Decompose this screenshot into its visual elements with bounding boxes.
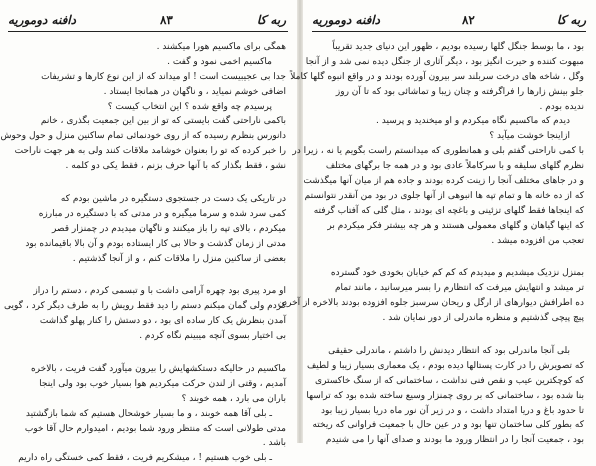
- text-line: باکمی ناراحتی گفت بایستی که تو از بین این جمعیت بگذری ، خانم: [40, 116, 286, 127]
- text-line: ده اطرافش دیوارهای از ارگل و ریحان سرسبز جلوه افزوده بودند بالاخره از آخرین: [277, 298, 584, 309]
- text-line: پیچ پیچی گذشتیم و منظره ماندرلی از دور نمایان شد .: [382, 313, 584, 324]
- text-line: میکردم ، بالای تپه را باز میکنند و ناگهان میدیدم در چمنزار قصر: [51, 223, 286, 234]
- page-header: [312, 10, 586, 30]
- text-line: او مرد پیری بود چهره آرامی داشت با و تبسمی کردم ، دستم را دراز: [33, 286, 286, 297]
- text-line: را خبر کرده که تو را بعنوان خوشامد ملاقات کنند ولی به هر جهت ناراحت: [14, 146, 286, 157]
- text-line: جدا بی عجیبیست است ! او میداند که از این نوع کارها و تشریفات: [41, 71, 286, 82]
- page-number: ۸۳: [159, 13, 173, 27]
- right-page: [277, 0, 596, 446]
- header-rule: [8, 31, 288, 32]
- text-line: ماکسیم در حالیکه دستکشهایش را بیرون میآورد گفت فریت ، بالاخره: [30, 364, 286, 375]
- text-line: ـ بلی خوب هستیم ! ، میشکریم فریت ، فقط کمی خستگی راه داریم: [18, 453, 272, 464]
- text-line: باشد .: [262, 438, 286, 449]
- text-line: مبهوت کننده و حیرت انگیز بود ، دیگر آثاری از جنگل دیده نمی شد و از آنجا: [305, 56, 584, 67]
- text-line: کردم ولی گمان میکنم دستم را دید فقط رویش را به طرف دیگر کرد ، گویی: [4, 301, 286, 312]
- author-name: دافنه دوموریه: [312, 13, 380, 27]
- text-line: که تصویرش را در کارت پستالها دیده بودم ، یک معماری بسیار زیبا و لطیف: [306, 360, 584, 371]
- text-line: بلی آنجا ماندرلی بود که انتظار دیدنش را داشتم ، ماندرلی حقیقی: [328, 346, 570, 357]
- text-line: مدتی طولانی است که منتظر ورود شما بودیم ، امیدوارم حال آقا خوب: [24, 423, 286, 434]
- text-line: وگل ، شاخه های درخت سربلند سر بیرون آورده بودند و در واقع انبوه گلها کاملاً: [290, 71, 584, 82]
- text-line: که بطور کلی ساختمان تنها بود و در عین حال با جمعیت فراوانی که ریخته: [312, 420, 584, 431]
- header-rule: [312, 31, 586, 32]
- paragraph-gap: [10, 174, 286, 192]
- text-line: آمدن بنظرش یک کار ساده ای بود ، دو دستش را کنار پهلو گذاشت: [39, 316, 286, 327]
- text-line: نظرم گلهای سلیقه و با سرکاملاً عادی بود و در همه جا برگهای مختلف: [325, 161, 584, 172]
- text-line: تا حدود باغ و دریا امتداد داشت ، و در زیر آن نور ماه دریا بسیار زیبا بود: [321, 405, 584, 416]
- text-line: بود ، جمعیت آنجا را در انتظار ورود ما بودند و صدای آنها را می شنیدم: [325, 435, 584, 446]
- text-line: ـ بلی آقا همه خوبند ، و ما بسیار خوشحال هستیم که شما بازگشتید: [25, 408, 272, 419]
- author-name: دافنه دوموریه: [8, 13, 76, 27]
- text-line: ماکسیم اخمی نمود و گفت .: [167, 56, 272, 67]
- paragraph-gap: [312, 248, 584, 266]
- paragraph-gap: [312, 326, 584, 344]
- text-line: دانورس بنظرم رسیده که از روی خودنمائی تمام ساکنین منزل و حول وحوش: [0, 131, 286, 142]
- text-line: آمدیم ، وقتی از لندن حرکت میکردیم هوا بسیار خوب بود ولی اینجا: [39, 378, 286, 389]
- book-title: ربه کا: [256, 13, 286, 27]
- text-line: باران می بارد ، همه خوبند ؟: [181, 393, 286, 404]
- text-line: ازاینجا خوشت میآید ؟: [489, 131, 570, 142]
- text-line: و در جاهای مختلف آنجا را زینت کرده بودند و جاده هم از میان آنها میگذشت: [303, 176, 584, 187]
- body-text: [0, 40, 286, 464]
- text-line: تر میشد و انتهایش میرفت که انتظارم را بسر میرسانید ، مانند تمام: [334, 283, 584, 294]
- text-line: بی اختیار بسوی آنچه میبینم نگاه کردم .: [139, 331, 286, 342]
- text-line: تعجب من افزوده میشد .: [491, 235, 584, 246]
- text-line: بمنزل نزدیک میشدیم و میدیدم که کم کم خیابان بخودی خود گسترده: [330, 268, 584, 279]
- text-line: پرسیدم چه واقع شده ؟ این انتخاب کیست ؟: [107, 101, 272, 112]
- text-line: که اینها گیاهان و گلهای معمولی هستند و هر چه بیشتر فکر میکردم بر: [327, 220, 584, 231]
- text-line: نشو ، فقط بگذار که با آنها حرف بزنم ، فقط یکی دو کلمه .: [65, 161, 286, 172]
- book-title: ربه کا: [556, 13, 586, 27]
- body-text: [277, 40, 584, 446]
- text-line: با کمی ناراحتی گفتم بلی و همانطوری که میدانستم راست بگویم یا نه ، زیرا در: [292, 146, 584, 157]
- text-line: در تاریکی یک دست در جستجوی دستگیره در ماشین بودم که: [60, 194, 286, 205]
- text-line: جلو بینش زارها را فراگرفته و چنان زیبا و تماشائی بود که تا آن روز: [335, 86, 584, 97]
- text-line: اضافی خوشم نمیاید ، و ناگهان در همانجا ایستاد .: [103, 86, 286, 97]
- text-line: ندیده بودم .: [539, 101, 584, 112]
- text-line: که اینجاها فقط گلهای تزئینی و باغچه ای بودند ، مثل گلی که آفتاب گرفته: [313, 205, 584, 216]
- text-line: که از ده خانه ها و تمام تپه ها انبوهی از آنها جلوی در بود من آنقدر نتوانستم: [304, 190, 584, 201]
- text-line: کمی سرد شده و سرما میگیره و در مدتی که با دستگیره در مبارزه: [38, 208, 286, 219]
- text-line: بعضی از ساکنین منزل را ملاقات کنم ، و از آنجا گذشتیم .: [72, 253, 286, 264]
- text-line: همگی برای ماکسیم هورا میکشند .: [156, 42, 286, 52]
- text-line: بنا شده بود ، ساختمانی که بر روی چمنزار وسیع ساخته شده بود که تراسها: [306, 390, 584, 401]
- page-number: ۸۲: [461, 13, 475, 27]
- text-line: که کوچکترین عیب و نقص فنی نداشت ، ساختمانی که از سنگ خاکستری: [315, 375, 584, 386]
- text-line: مدتی از زمان گذشت و حالا بی کار ایستاده بودم و آن بالا باقیمانده بود: [25, 238, 286, 249]
- paragraph-gap: [10, 266, 286, 284]
- text-line: بود ، ما بوسط جنگل گلها رسیده بودیم ، ظهور این دنیای جدید تقریباً: [332, 42, 584, 52]
- text-line: دیدم که ماکسیم نگاه میکردم و او میخندید و پرسید .: [376, 116, 570, 127]
- paragraph-gap: [10, 344, 286, 362]
- page-header: [8, 10, 286, 30]
